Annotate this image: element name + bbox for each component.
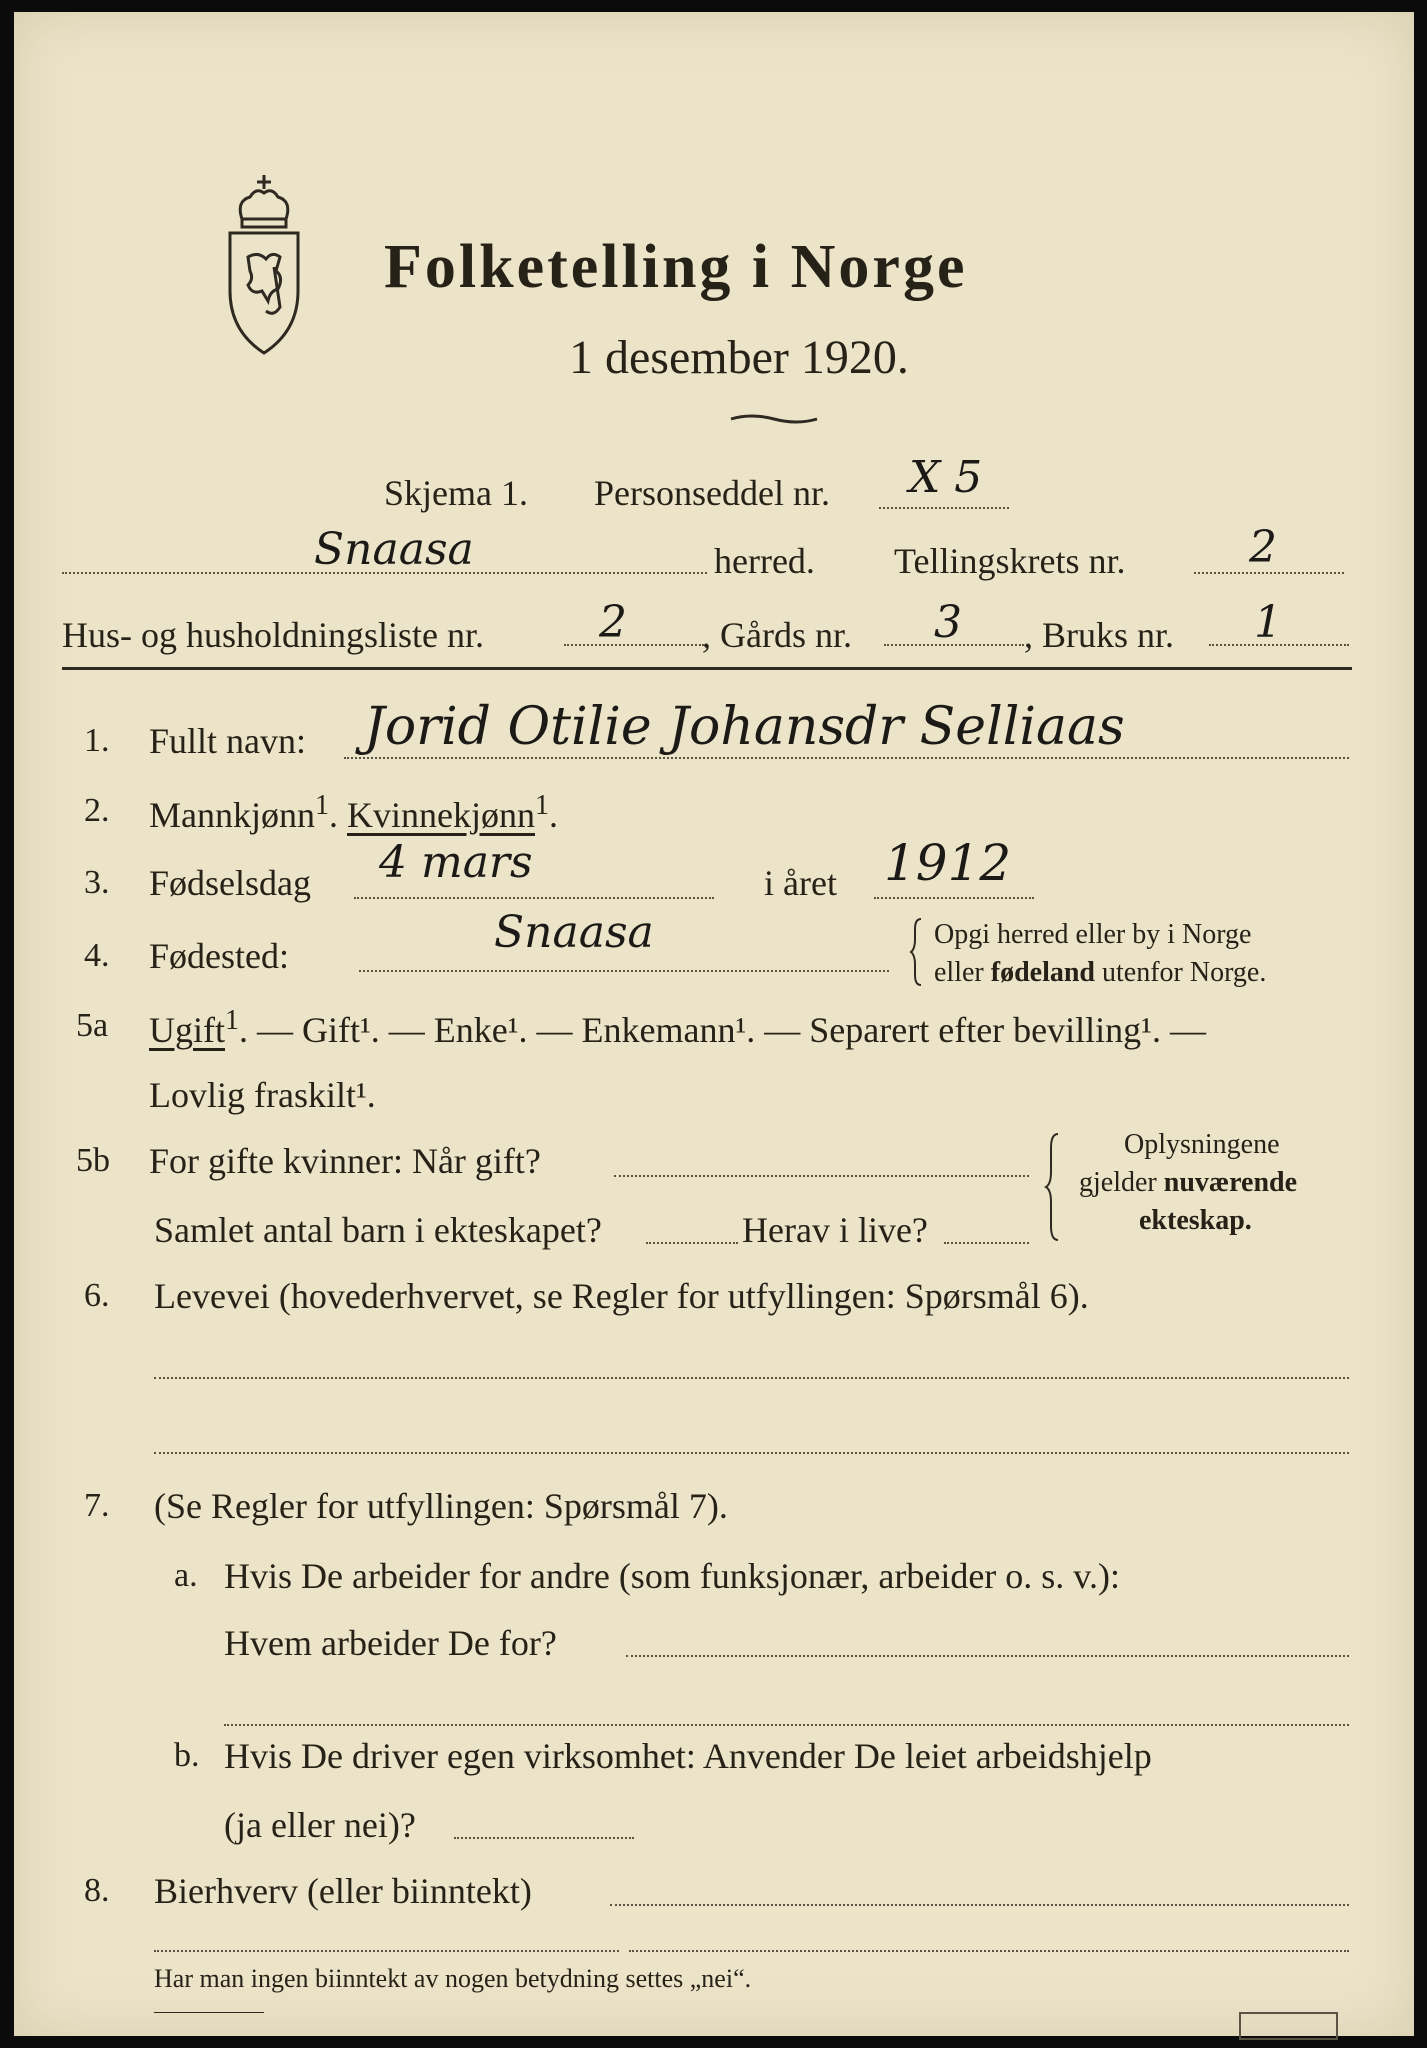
- q5a-marital-options: Ugift$^1$. — Gift¹. — Enke¹. — Enkemann¹. — Separert efter bevilling¹. —: [149, 1005, 1206, 1050]
- full-name-value[interactable]: Jorid Otilie Johansdr Selliaas: [364, 697, 1125, 757]
- q6-line-2: [154, 1452, 1349, 1454]
- q5b-note-line1: Oplysningene: [1124, 1129, 1280, 1160]
- q4-note-line2: eller fødeland utenfor Norge.: [934, 957, 1267, 988]
- q8-line-1: [610, 1904, 1349, 1906]
- personseddel-label: Personseddel nr.: [594, 473, 830, 513]
- bruks-value[interactable]: 1: [1254, 597, 1282, 648]
- bruks-label: , Bruks nr.: [1024, 615, 1175, 655]
- q5b-alive-label: Herav i live?: [742, 1210, 928, 1250]
- q7-number: 7.: [84, 1487, 110, 1524]
- q2-number: 2.: [84, 792, 110, 829]
- birthday-value[interactable]: 4 mars: [379, 837, 533, 888]
- tellingskrets-label: Tellingskrets nr.: [894, 541, 1126, 581]
- q5b-number: 5b: [76, 1142, 110, 1179]
- husholdningsliste-label: Hus- og husholdningsliste nr.: [62, 615, 485, 655]
- q7a-employer-line: [626, 1655, 1349, 1657]
- footer-note: Har man ingen biinntekt av nogen betydning settes „nei“.: [154, 1964, 752, 1993]
- personseddel-value[interactable]: X 5: [909, 452, 983, 503]
- q3-year-label: i året: [764, 863, 837, 903]
- q4-label: Fødested:: [149, 936, 289, 976]
- q7b-number: b.: [174, 1737, 200, 1774]
- q5a-number: 5a: [76, 1007, 109, 1044]
- printer-stamp: [1239, 2012, 1338, 2040]
- title-ornament: [729, 412, 819, 426]
- q1-label: Fullt navn:: [149, 721, 307, 761]
- q5b-note-line3: ekteskap.: [1139, 1205, 1252, 1236]
- gards-label: , Gårds nr.: [702, 615, 852, 655]
- q8-line-2a: [154, 1950, 619, 1952]
- husholdningsliste-value[interactable]: 2: [599, 597, 627, 648]
- census-date: 1 desember 1920.: [569, 331, 909, 384]
- q5a-line2: Lovlig fraskilt¹.: [149, 1075, 376, 1115]
- q3-year-line: [874, 897, 1034, 899]
- q5b-alive-line: [944, 1242, 1029, 1244]
- herred-value[interactable]: Snaasa: [314, 524, 474, 575]
- q6-number: 6.: [84, 1277, 110, 1314]
- herred-label: herred.: [714, 541, 815, 581]
- q2-sex-options: Mannkjønn$^1$. Kvinnekjønn$^1$.: [149, 790, 558, 835]
- norwegian-coat-of-arms-icon: [214, 167, 314, 367]
- q3-number: 3.: [84, 864, 110, 901]
- header-divider: [62, 667, 1352, 670]
- q5b-children-label: Samlet antal barn i ekteskapet?: [154, 1210, 602, 1250]
- q7-label: (Se Regler for utfyllingen: Spørsmål 7).: [154, 1486, 728, 1526]
- q5b-brace: [1044, 1132, 1062, 1242]
- q8-line-2b: [629, 1950, 1349, 1952]
- q7b-answer-line: [454, 1837, 634, 1839]
- q7a-employer-label: Hvem arbeider De for?: [224, 1623, 557, 1663]
- q1-line: [344, 757, 1349, 759]
- q6-line-1: [154, 1377, 1349, 1379]
- male-option[interactable]: Mannkjønn: [149, 795, 315, 835]
- q7a-text: Hvis De arbeider for andre (som funksjonær, arbeider o. s. v.):: [224, 1556, 1120, 1596]
- q8-number: 8.: [84, 1872, 110, 1909]
- q1-number: 1.: [84, 722, 110, 759]
- other-marital-options: . — Gift¹. — Enke¹. — Enkemann¹. — Separert efter bevilling¹. —: [239, 1010, 1206, 1050]
- q5b-note-line2: gjelder nuværende: [1079, 1167, 1298, 1198]
- skjema-label: Skjema 1.: [384, 473, 528, 513]
- footnote-rule: [154, 2012, 264, 2013]
- q4-note-line1: Opgi herred eller by i Norge: [934, 919, 1252, 950]
- q7a-extra-line: [224, 1724, 1349, 1726]
- personseddel-line: [879, 507, 1009, 509]
- page-title: Folketelling i Norge: [384, 233, 968, 301]
- female-option[interactable]: Kvinnekjønn: [347, 795, 535, 835]
- tellingskrets-value[interactable]: 2: [1249, 522, 1277, 573]
- q5b-married-line: [614, 1175, 1029, 1177]
- husholdningsliste-line: [564, 644, 704, 646]
- q5b-label: For gifte kvinner: Når gift?: [149, 1141, 541, 1181]
- q7b-text: Hvis De driver egen virksomhet: Anvender De leiet arbeidshjelp: [224, 1736, 1152, 1776]
- census-form: [14, 12, 1414, 2036]
- ugift-option[interactable]: Ugift: [149, 1010, 225, 1050]
- q4-brace: [909, 917, 925, 987]
- q3-day-line: [354, 897, 714, 899]
- q6-label: Levevei (hovederhvervet, se Regler for utfyllingen: Spørsmål 6).: [154, 1276, 1089, 1316]
- q4-line: [359, 970, 889, 972]
- q7b-answer-label: (ja eller nei)?: [224, 1805, 416, 1845]
- q3-label: Fødselsdag: [149, 863, 311, 903]
- birth-year-value[interactable]: 1912: [884, 834, 1012, 892]
- gards-value[interactable]: 3: [934, 597, 962, 648]
- q5b-children-line: [646, 1242, 738, 1244]
- birthplace-value[interactable]: Snaasa: [494, 907, 654, 958]
- q4-number: 4.: [84, 937, 110, 974]
- q7a-number: a.: [174, 1557, 198, 1594]
- q8-label: Bierhverv (eller biinntekt): [154, 1871, 532, 1911]
